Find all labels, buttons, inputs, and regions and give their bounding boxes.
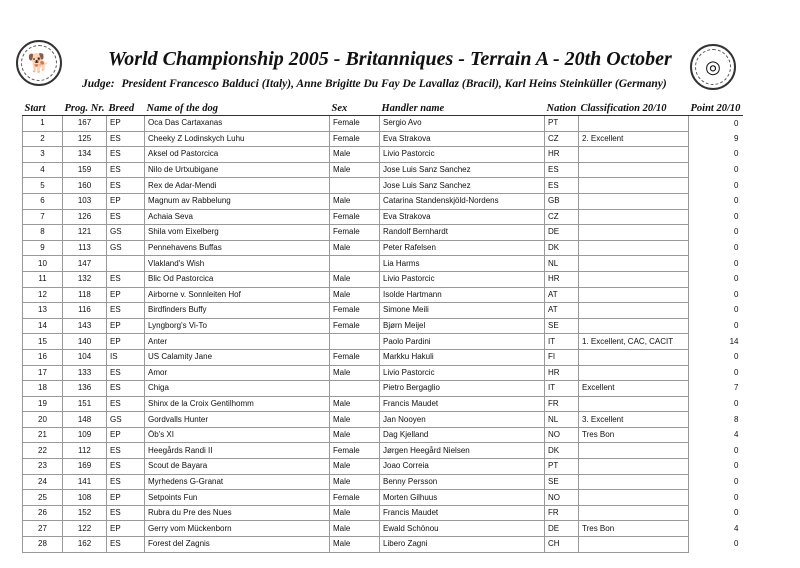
prog-cell: 108 (63, 490, 107, 506)
table-row (23, 505, 743, 521)
breed-cell: ES (107, 209, 145, 225)
dog-name-cell: Oca Das Cartaxanas (145, 116, 330, 132)
start-cell: 13 (23, 303, 63, 319)
point-cell: 0 (734, 508, 739, 518)
classification-cell (579, 116, 689, 132)
nation-cell: IT (545, 334, 579, 350)
club-logo-left (16, 40, 62, 86)
breed-cell: ES (107, 131, 145, 147)
point-cell: 0 (734, 118, 739, 128)
dog-name-cell: Öb's XI (145, 427, 330, 443)
sex-cell: Male (330, 412, 380, 428)
breed-cell: ES (107, 474, 145, 490)
handler-cell: Livio Pastorcic (380, 147, 545, 163)
dog-name-cell: Rex de Adar-Mendi (145, 178, 330, 194)
prog-cell: 147 (63, 256, 107, 272)
prog-cell: 136 (63, 381, 107, 397)
handler-cell: Joao Correia (380, 459, 545, 475)
nation-cell: HR (545, 365, 579, 381)
table-row (23, 537, 743, 553)
classification-cell (579, 443, 689, 459)
sex-cell: Male (330, 474, 380, 490)
classification-cell (579, 349, 689, 365)
dog-name-cell: Amor (145, 365, 330, 381)
point-cell: 0 (734, 476, 739, 486)
handler-cell: Lia Harms (380, 256, 545, 272)
sex-cell: Female (330, 490, 380, 506)
breed-cell: EP (107, 334, 145, 350)
start-cell: 11 (23, 271, 63, 287)
table-row (23, 521, 743, 537)
dog-name-cell: Gerry vom Mückenborn (145, 521, 330, 537)
nation-cell: PT (545, 116, 579, 132)
nation-cell: DK (545, 240, 579, 256)
table-row (23, 271, 743, 287)
start-cell: 8 (23, 225, 63, 241)
handler-cell: Ewald Schönou (380, 521, 545, 537)
classification-cell (579, 365, 689, 381)
prog-cell: 140 (63, 334, 107, 350)
nation-cell: SE (545, 474, 579, 490)
table-row (23, 381, 743, 397)
prog-cell: 122 (63, 521, 107, 537)
nation-cell: NL (545, 412, 579, 428)
table-row (23, 303, 743, 319)
nation-cell: GB (545, 193, 579, 209)
sex-cell (330, 381, 380, 397)
table-row (23, 147, 743, 163)
handler-cell: Eva Strakova (380, 209, 545, 225)
nation-cell: IT (545, 381, 579, 397)
start-cell: 18 (23, 381, 63, 397)
nation-cell: DE (545, 225, 579, 241)
classification-cell (579, 178, 689, 194)
nation-cell: DK (545, 443, 579, 459)
nation-cell: CH (545, 537, 579, 553)
col-sex: Sex (330, 102, 380, 116)
start-cell: 25 (23, 490, 63, 506)
sex-cell: Female (330, 225, 380, 241)
prog-cell: 134 (63, 147, 107, 163)
table-row (23, 256, 743, 272)
prog-cell: 116 (63, 303, 107, 319)
dog-name-cell: Aksel od Pastorcica (145, 147, 330, 163)
classification-cell (579, 459, 689, 475)
prog-cell: 112 (63, 443, 107, 459)
start-cell: 20 (23, 412, 63, 428)
start-cell: 26 (23, 505, 63, 521)
page-title: World Championship 2005 - Britanniques - Terrain A - 20th October (108, 48, 672, 70)
handler-cell: Catarina Standenskjöld-Nordens (380, 193, 545, 209)
breed-cell: ES (107, 381, 145, 397)
breed-cell: EP (107, 427, 145, 443)
dog-name-cell: US Calamity Jane (145, 349, 330, 365)
nation-cell: FR (545, 396, 579, 412)
point-cell: 0 (734, 305, 739, 315)
dog-name-cell: Nilo de Urtxubigane (145, 162, 330, 178)
breed-cell: ES (107, 271, 145, 287)
point-cell: 0 (734, 149, 739, 159)
point-cell: 0 (734, 243, 739, 253)
nation-cell: FI (545, 349, 579, 365)
table-row (23, 490, 743, 506)
nation-cell: NO (545, 427, 579, 443)
start-cell: 2 (23, 131, 63, 147)
classification-cell (579, 256, 689, 272)
sex-cell: Male (330, 147, 380, 163)
dog-name-cell: Pennehavens Buffas (145, 240, 330, 256)
sex-cell: Male (330, 396, 380, 412)
handler-cell: Eva Strakova (380, 131, 545, 147)
table-row (23, 318, 743, 334)
handler-cell: Livio Pastorcic (380, 365, 545, 381)
prog-cell: 159 (63, 162, 107, 178)
table-row (23, 131, 743, 147)
table-row (23, 287, 743, 303)
prog-cell: 118 (63, 287, 107, 303)
point-cell: 0 (734, 274, 739, 284)
point-cell: 0 (734, 165, 739, 175)
results-table (22, 102, 743, 553)
sex-cell (330, 334, 380, 350)
start-cell: 24 (23, 474, 63, 490)
classification-cell (579, 287, 689, 303)
start-cell: 27 (23, 521, 63, 537)
handler-cell: Francis Maudet (380, 505, 545, 521)
handler-cell: Pietro Bergaglio (380, 381, 545, 397)
nation-cell: FR (545, 505, 579, 521)
nation-cell: PT (545, 459, 579, 475)
classification-cell (579, 318, 689, 334)
sex-cell: Male (330, 240, 380, 256)
breed-cell: ES (107, 443, 145, 459)
breed-cell: EP (107, 318, 145, 334)
table-row (23, 209, 743, 225)
start-cell: 14 (23, 318, 63, 334)
prog-cell: 125 (63, 131, 107, 147)
prog-cell: 104 (63, 349, 107, 365)
table-row (23, 459, 743, 475)
point-cell: 0 (734, 227, 739, 237)
nation-cell: HR (545, 271, 579, 287)
sex-cell (330, 256, 380, 272)
classification-cell (579, 147, 689, 163)
handler-cell: Morten Gilhuus (380, 490, 545, 506)
nation-cell: AT (545, 287, 579, 303)
col-classification: Classification 20/10 (579, 102, 689, 116)
table-row (23, 427, 743, 443)
col-handler: Handler name (380, 102, 545, 116)
point-cell: 0 (734, 211, 739, 221)
start-cell: 4 (23, 162, 63, 178)
handler-cell: Isolde Hartmann (380, 287, 545, 303)
nation-cell: SE (545, 318, 579, 334)
handler-cell: Markku Hakuli (380, 349, 545, 365)
prog-cell: 143 (63, 318, 107, 334)
prog-cell: 109 (63, 427, 107, 443)
dog-name-cell: Birdfinders Buffy (145, 303, 330, 319)
col-point: Point 20/10 (689, 102, 743, 116)
classification-cell (579, 537, 689, 553)
classification-cell: 3. Excellent (579, 412, 689, 428)
table-row (23, 334, 743, 350)
handler-cell: Jørgen Heegård Nielsen (380, 443, 545, 459)
classification-cell (579, 396, 689, 412)
classification-cell: Tres Bon (579, 521, 689, 537)
handler-cell: Benny Persson (380, 474, 545, 490)
handler-cell: Jan Nooyen (380, 412, 545, 428)
prog-cell: 121 (63, 225, 107, 241)
start-cell: 16 (23, 349, 63, 365)
col-name: Name of the dog (145, 102, 330, 116)
breed-cell: EP (107, 521, 145, 537)
breed-cell: EP (107, 287, 145, 303)
point-cell: 0 (734, 321, 739, 331)
handler-cell: Simone Meili (380, 303, 545, 319)
sex-cell: Female (330, 303, 380, 319)
prog-cell: 148 (63, 412, 107, 428)
sex-cell: Male (330, 287, 380, 303)
breed-cell: ES (107, 537, 145, 553)
classification-cell (579, 271, 689, 287)
classification-cell (579, 225, 689, 241)
nation-cell: AT (545, 303, 579, 319)
nation-cell: ES (545, 162, 579, 178)
start-cell: 15 (23, 334, 63, 350)
point-cell: 0 (734, 445, 739, 455)
dog-name-cell: Lyngborg's Vi-To (145, 318, 330, 334)
prog-cell: 162 (63, 537, 107, 553)
prog-cell: 126 (63, 209, 107, 225)
prog-cell: 152 (63, 505, 107, 521)
fci-logo-right (690, 44, 736, 90)
prog-cell: 132 (63, 271, 107, 287)
sex-cell: Female (330, 443, 380, 459)
classification-cell (579, 490, 689, 506)
table-row (23, 443, 743, 459)
start-cell: 23 (23, 459, 63, 475)
point-cell: 0 (734, 352, 739, 362)
handler-cell: Jose Luis Sanz Sanchez (380, 178, 545, 194)
point-cell: 0 (734, 492, 739, 502)
breed-cell (107, 256, 145, 272)
table-row (23, 365, 743, 381)
dog-name-cell: Vlakland's Wish (145, 256, 330, 272)
breed-cell: IS (107, 349, 145, 365)
table-row (23, 162, 743, 178)
handler-cell: Bjørn Meijel (380, 318, 545, 334)
prog-cell: 103 (63, 193, 107, 209)
table-row (23, 474, 743, 490)
nation-cell: HR (545, 147, 579, 163)
globe-emblem-icon: ◎ (695, 49, 731, 85)
handler-cell: Libero Zagni (380, 537, 545, 553)
handler-cell: Paolo Pardini (380, 334, 545, 350)
handler-cell: Jose Luis Sanz Sanchez (380, 162, 545, 178)
table-row (23, 116, 743, 132)
prog-cell: 160 (63, 178, 107, 194)
sex-cell: Female (330, 349, 380, 365)
breed-cell: EP (107, 193, 145, 209)
col-start: Start (23, 102, 63, 116)
judge-label: Judge: (82, 78, 115, 90)
start-cell: 6 (23, 193, 63, 209)
nation-cell: ES (545, 178, 579, 194)
start-cell: 17 (23, 365, 63, 381)
prog-cell: 133 (63, 365, 107, 381)
dog-name-cell: Forest del Zagnis (145, 537, 330, 553)
prog-cell: 151 (63, 396, 107, 412)
sex-cell: Male (330, 459, 380, 475)
nation-cell: CZ (545, 209, 579, 225)
table-header (23, 102, 743, 116)
table-row (23, 225, 743, 241)
breed-cell: ES (107, 147, 145, 163)
point-cell: 0 (734, 258, 739, 268)
breed-cell: ES (107, 303, 145, 319)
nation-cell: NL (545, 256, 579, 272)
col-prog: Prog. Nr. (63, 102, 107, 116)
table-row (23, 349, 743, 365)
breed-cell: GS (107, 412, 145, 428)
start-cell: 22 (23, 443, 63, 459)
sex-cell: Male (330, 162, 380, 178)
point-cell: 0 (734, 367, 739, 377)
start-cell: 19 (23, 396, 63, 412)
prog-cell: 167 (63, 116, 107, 132)
sex-cell: Male (330, 193, 380, 209)
handler-cell: Dag Kjelland (380, 427, 545, 443)
dog-name-cell: Airborne v. Sonnleiten Hof (145, 287, 330, 303)
dog-name-cell: Rubra du Pre des Nues (145, 505, 330, 521)
breed-cell: GS (107, 225, 145, 241)
prog-cell: 113 (63, 240, 107, 256)
handler-cell: Randolf Bernhardt (380, 225, 545, 241)
table-row (23, 178, 743, 194)
point-cell: 4 (734, 430, 739, 440)
sex-cell: Male (330, 365, 380, 381)
dog-name-cell: Scout de Bayara (145, 459, 330, 475)
sex-cell: Female (330, 209, 380, 225)
point-cell: 0 (734, 539, 739, 549)
handler-cell: Peter Rafelsen (380, 240, 545, 256)
point-cell: 14 (729, 336, 739, 346)
classification-cell (579, 240, 689, 256)
start-cell: 12 (23, 287, 63, 303)
nation-cell: NO (545, 490, 579, 506)
breed-cell: EP (107, 116, 145, 132)
col-nation: Nation (545, 102, 579, 116)
dog-name-cell: Blic Od Pastorcica (145, 271, 330, 287)
dog-name-cell: Magnum av Rabbelung (145, 193, 330, 209)
sex-cell: Male (330, 521, 380, 537)
sex-cell: Male (330, 271, 380, 287)
dog-name-cell: Anter (145, 334, 330, 350)
classification-cell (579, 209, 689, 225)
classification-cell (579, 303, 689, 319)
nation-cell: CZ (545, 131, 579, 147)
classification-cell: Tres Bon (579, 427, 689, 443)
start-cell: 10 (23, 256, 63, 272)
dog-name-cell: Chiga (145, 381, 330, 397)
col-breed: Breed (107, 102, 145, 116)
prog-cell: 141 (63, 474, 107, 490)
table-row (23, 193, 743, 209)
judge-line (82, 78, 682, 90)
sex-cell: Male (330, 537, 380, 553)
classification-cell: Excellent (579, 381, 689, 397)
dog-name-cell: Shinx de la Croix Gentilhomm (145, 396, 330, 412)
breed-cell: ES (107, 162, 145, 178)
breed-cell: EP (107, 490, 145, 506)
classification-cell (579, 193, 689, 209)
point-cell: 7 (734, 383, 739, 393)
handler-cell: Francis Maudet (380, 396, 545, 412)
breed-cell: GS (107, 240, 145, 256)
point-cell: 4 (734, 523, 739, 533)
start-cell: 21 (23, 427, 63, 443)
table-row (23, 396, 743, 412)
dog-name-cell: Gordvalls Hunter (145, 412, 330, 428)
classification-cell: 2. Excellent (579, 131, 689, 147)
breed-cell: ES (107, 365, 145, 381)
handler-cell: Livio Pastorcic (380, 271, 545, 287)
start-cell: 9 (23, 240, 63, 256)
sex-cell: Male (330, 427, 380, 443)
start-cell: 5 (23, 178, 63, 194)
breed-cell: ES (107, 178, 145, 194)
start-cell: 28 (23, 537, 63, 553)
prog-cell: 169 (63, 459, 107, 475)
dog-name-cell: Achaia Seva (145, 209, 330, 225)
sex-cell (330, 178, 380, 194)
start-cell: 3 (23, 147, 63, 163)
classification-cell (579, 474, 689, 490)
breed-cell: ES (107, 396, 145, 412)
dog-name-cell: Shila vom Eixelberg (145, 225, 330, 241)
point-cell: 0 (734, 398, 739, 408)
sex-cell: Female (330, 116, 380, 132)
point-cell: 0 (734, 461, 739, 471)
dog-name-cell: Setpoints Fun (145, 490, 330, 506)
dog-name-cell: Myrhedens G-Granat (145, 474, 330, 490)
classification-cell (579, 505, 689, 521)
sex-cell: Female (330, 131, 380, 147)
breed-cell: ES (107, 459, 145, 475)
dog-emblem-icon: 🐕 (21, 45, 57, 81)
start-cell: 1 (23, 116, 63, 132)
nation-cell: DE (545, 521, 579, 537)
classification-cell: 1. Excellent, CAC, CACIT (579, 334, 689, 350)
point-cell: 9 (734, 133, 739, 143)
handler-cell: Sergio Avo (380, 116, 545, 132)
classification-cell (579, 162, 689, 178)
sex-cell: Female (330, 318, 380, 334)
point-cell: 0 (734, 180, 739, 190)
table-row (23, 412, 743, 428)
sex-cell: Male (330, 505, 380, 521)
dog-name-cell: Heegårds Randi II (145, 443, 330, 459)
judge-names: President Francesco Balduci (Italy), Anne Brigitte Du Fay De Lavallaz (Bracil), Karl Heins Steinküller (Germany) (121, 78, 667, 90)
table-row (23, 240, 743, 256)
point-cell: 8 (734, 414, 739, 424)
dog-name-cell: Cheeky Z Lodinskych Luhu (145, 131, 330, 147)
point-cell: 0 (734, 289, 739, 299)
point-cell: 0 (734, 196, 739, 206)
breed-cell: ES (107, 505, 145, 521)
start-cell: 7 (23, 209, 63, 225)
